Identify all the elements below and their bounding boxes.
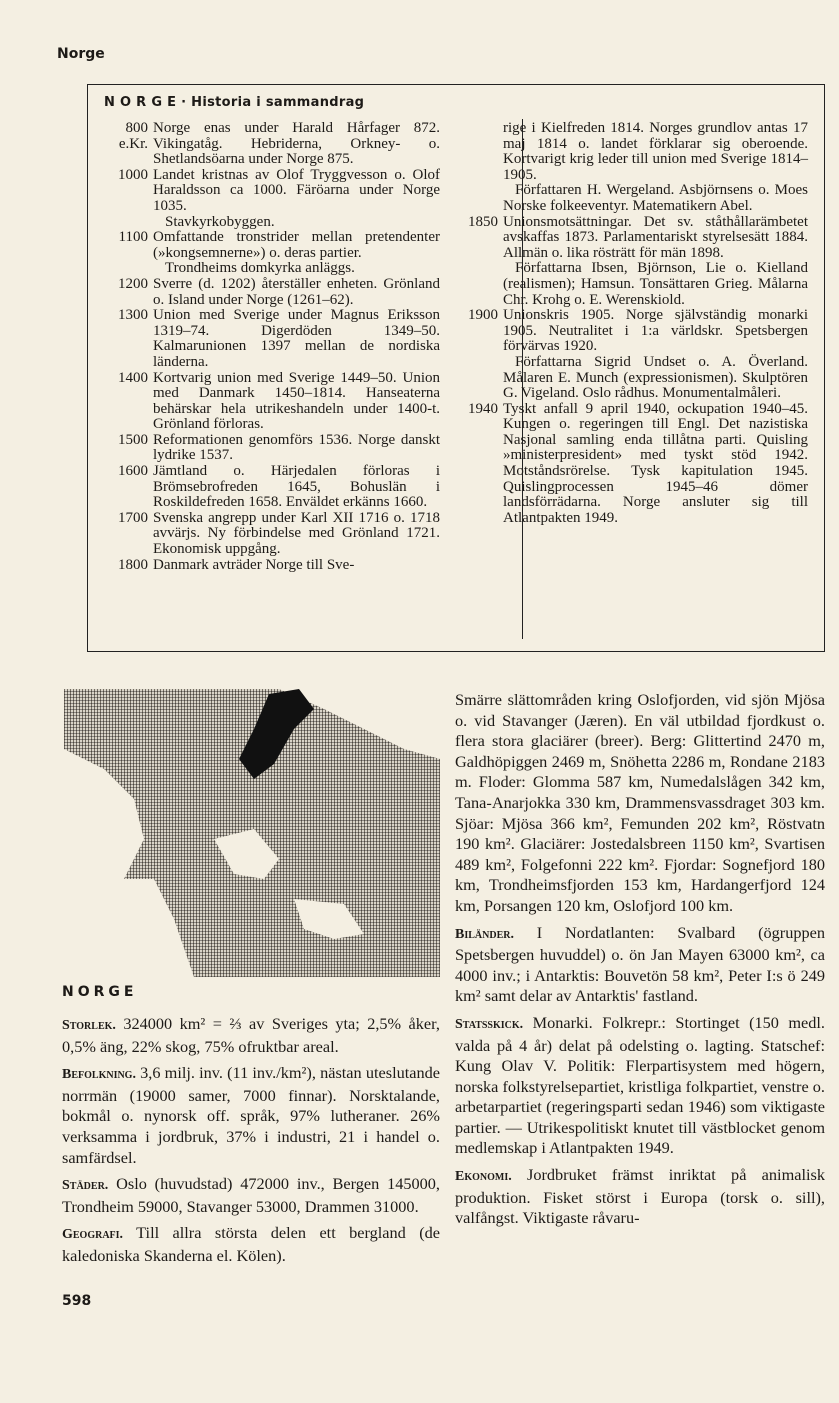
- timeline-year: 1300: [118, 307, 148, 324]
- timeline-year: 1940: [468, 400, 498, 417]
- timeline-year: 1200: [118, 275, 148, 292]
- history-left-column: [98, 121, 440, 573]
- fact-section: [455, 1165, 825, 1229]
- fact-section: [62, 1014, 440, 1057]
- timeline-year: 1700: [118, 509, 148, 526]
- timeline-text: Tyskt anfall 9 april 1940, ockupation 1940–45. Kungen o. regeringen till Engl. Det nazistiska Nasjonal samling enda tillåtna parti. Quisling »ministerpresident» med tyskt stöd 1942. Motståndsrörelse. Tysk kapitulation 1945. Quislingprocessen 1945–46 dömer landsförrädarna. Norge ansluter sig till Atlantpakten 1949.: [503, 400, 808, 526]
- timeline-text: Unionskris 1905. Norge självständig monarki 1905. Neutralitet i 1:a världskr. Spetsbergen förvärvas 1920.: [503, 307, 808, 355]
- timeline-text: Norge enas under Harald Hårfager 872. Vikingatåg. Hebriderna, Orkney- o. Shetlandsöarna under Norge 875.: [153, 120, 440, 168]
- timeline-entry: [98, 371, 440, 433]
- timeline-entry: [98, 277, 440, 308]
- timeline-text: Danmark avträder Norge till Sve-: [153, 556, 355, 573]
- timeline-text: Svenska angrepp under Karl XII 1716 o. 1718 avvärjs. Ny förbindelse med Grönland 1721. Ekonomisk uppgång.: [153, 509, 440, 558]
- timeline-text: Kortvarig union med Sverige 1449–50. Union med Danmark 1450–1814. Hanseaterna behärskar hela utrikeshandeln under 1400-t. Grönland förloras.: [153, 369, 440, 433]
- timeline-year: 1000: [118, 166, 148, 183]
- fact-text: Jordbruket främst inriktat på animalisk produktion. Fisket störst i Europa (torsk o. sill), valfångst. Viktigaste råvaru-: [455, 1165, 825, 1228]
- timeline-year: 1400: [118, 369, 148, 386]
- timeline-entry: [98, 230, 440, 277]
- timeline-text: Landet kristnas av Olof Tryggvesson o. Olof Haraldsson ca 1000. Färöarna under Norge 1035.: [153, 166, 440, 214]
- map-landmass-icon: [64, 689, 440, 977]
- timeline-year: 1800: [118, 556, 148, 573]
- timeline-entry: [448, 215, 808, 309]
- facts-left-column: [62, 1014, 440, 1273]
- timeline-text: Författarna Sigrid Undset o. A. Överland. Målaren E. Munch (expressionismen). Skulptören G. Vigeland. Oslo rådhus. Monumentalmåleri.: [503, 353, 808, 402]
- timeline-text: Unionsmotsättningar. Det sv. ståthållarämbetet avskaffas 1873. Parlamentariskt styrelsesätt 1884. Allmän o. lika rösträtt för män 1898.: [503, 213, 808, 261]
- timeline-year: 1100: [118, 229, 148, 246]
- fact-text: 324000 km² = ⅔ av Sveriges yta; 2,5% åker, 0,5% äng, 22% skog, 75% ofruktbar areal.: [62, 1014, 440, 1056]
- history-box-title: N O R G E · Historia i sammandrag: [104, 95, 365, 110]
- fact-label: Biländer.: [455, 926, 514, 942]
- timeline-text: Jämtland o. Härjedalen förloras i Brömsebrofreden 1645, Bohuslän i Roskildefreden 1658. Enväldet erkänns 1660.: [153, 463, 440, 511]
- fact-text: Monarki. Folkrepr.: Stortinget (150 medl. valda på 4 år) delat på odelsting o. lagting. Statschef: Kung Olav V. Politik: Flerpartisystem med högern, norska folkstyrelsepartiet, kristliga folkpartiet, venstre o. arbetarpartiet (regeringsparti sedan 1946) som viktigaste partier. — Utrikespolitiskt knutet till västblocket genom medlemskap i Atlantpakten 1949.: [455, 1012, 825, 1158]
- fact-text: Till allra största delen ett bergland (de kaledoniska Skanderna el. Kölen).: [62, 1223, 440, 1265]
- timeline-text: Trondheims domkyrka anläggs.: [165, 260, 355, 277]
- fact-text: I Nordatlanten: Svalbard (ögruppen Spetsbergen huvuddel) o. ön Jan Mayen 63000 km², ca 4000 inv.; i Antarktis: Bouvetön 58 km², Peter I:s ö 249 km² samt delar av Antarktis' fastland.: [455, 922, 825, 1006]
- fact-label: Befolkning.: [62, 1067, 136, 1083]
- fact-label: Geografi.: [62, 1227, 124, 1243]
- timeline-entry: [448, 308, 808, 402]
- timeline-text: rige i Kielfreden 1814. Norges grundlov antas 17 maj 1814 o. landet förklarar sig oberoende. Kortvarigt krig leder till union med Sverige 1814–1905.: [503, 120, 808, 183]
- fact-section: [455, 1013, 825, 1159]
- timeline-year: 800 e.Kr.: [118, 120, 148, 152]
- timeline-year: 1500: [118, 431, 148, 448]
- running-header: Norge: [57, 46, 105, 62]
- fact-text: Smärre slättområden kring Oslofjorden, vid sjön Mjösa o. vid Stavanger (Jæren). En väl utbildad fjordkust o. flera stora glaciärer (breer). Berg: Glittertind 2470 m, Galdhöpiggen 2469 m, Snöhetta 2286 m, Rondane 2183 m. Floder: Glomma 587 km, Numedalslågen 342 km, Tana-Anarjokka 330 km, Drammensvassdraget 303 km. Sjöar: Mjösa 366 km², Femunden 202 km², Röstvatn 190 km². Glaciärer: Jostedalsbreen 1150 km², Svartisen 489 km², Folgefonni 222 km². Fjordar: Sognefjord 180 km, Trondheimsfjorden 153 km, Hardangerfjord 124 km, Porsangen 120 km, Oslofjord 100 km.: [455, 690, 825, 915]
- timeline-year: 1600: [118, 463, 148, 480]
- fact-section: [455, 923, 825, 1007]
- fact-section: [62, 1223, 440, 1266]
- timeline-entry: [98, 168, 440, 230]
- timeline-year: 1850: [468, 213, 498, 230]
- timeline-entry: [448, 402, 808, 527]
- timeline-entry: [98, 121, 440, 168]
- fact-label: Städer.: [62, 1178, 109, 1194]
- timeline-entry: [98, 464, 440, 511]
- timeline-entry: [98, 308, 440, 370]
- timeline-text: Reformationen genomförs 1536. Norge danskt lydrike 1537.: [153, 431, 440, 464]
- fact-label: Storlek.: [62, 1018, 116, 1033]
- fact-label: Statsskick.: [455, 1016, 524, 1032]
- timeline-year: 1900: [468, 307, 498, 324]
- timeline-text: Union med Sverige under Magnus Eriksson 1319–74. Digerdöden 1349–50. Kalmarunionen 1397 mellan de nordiska länderna.: [153, 307, 440, 370]
- timeline-entry: [98, 511, 440, 558]
- timeline-text: Omfattande tronstrider mellan pretendenter (»kongsemnerne») o. deras partier.: [153, 229, 440, 261]
- fact-text: 3,6 milj. inv. (11 inv./km²), nästan uteslutande norrmän (19000 samer, 7000 finnar). Norsktalande, bokmål o. nynorsk off. språk, 97% lutheraner. 26% verksamma i jordbruk, 37% i industri, 21 i handel o. samfärdsel.: [62, 1063, 440, 1167]
- timeline-text: Författarna Ibsen, Björnson, Lie o. Kielland (realismen); Hamsun. Tonsättaren Grieg. Målarna Chr. Krohg o. E. Werenskiold.: [503, 260, 808, 308]
- history-continuation: [448, 121, 808, 215]
- timeline-text: Författaren H. Wergeland. Asbjörnsens o. Moes Norske folkeeventyr. Matematikern Abel.: [503, 182, 808, 214]
- timeline-entry: [98, 433, 440, 464]
- map-label: NORGE: [62, 984, 138, 1000]
- europe-map: [64, 689, 440, 977]
- timeline-entry: [98, 558, 440, 574]
- fact-section: [62, 1063, 440, 1168]
- history-right-column: [448, 121, 808, 526]
- timeline-text: Stavkyrkobyggen.: [165, 213, 275, 230]
- fact-section: [455, 690, 825, 917]
- page-number: 598: [62, 1293, 92, 1309]
- fact-label: Ekonomi.: [455, 1169, 512, 1185]
- timeline-text: Sverre (d. 1202) återställer enheten. Grönland o. Island under Norge (1261–62).: [153, 275, 440, 308]
- history-box: [87, 84, 825, 652]
- fact-section: [62, 1174, 440, 1217]
- facts-right-column: [455, 690, 825, 1235]
- fact-text: Oslo (huvudstad) 472000 inv., Bergen 145000, Trondheim 59000, Stavanger 53000, Drammen 31000.: [62, 1174, 440, 1216]
